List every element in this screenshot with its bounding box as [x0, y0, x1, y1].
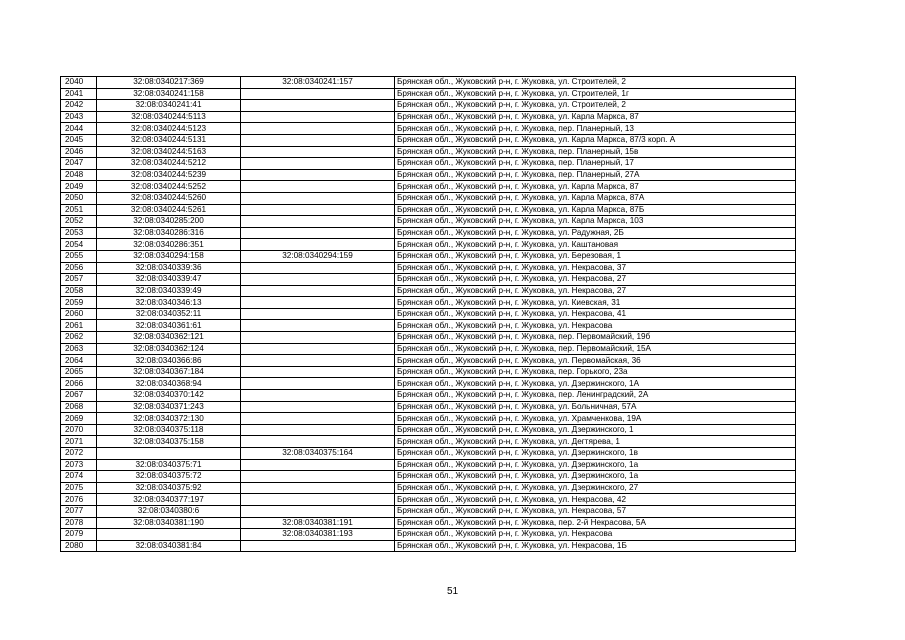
cadastral-number-cell: 32:08:0340339:49: [97, 285, 241, 297]
cadastral-number-cell: 32:08:0340381:190: [97, 517, 241, 529]
table-row: [61, 216, 796, 228]
cadastral-number-cell: 32:08:0340371:243: [97, 401, 241, 413]
table-row: [61, 262, 796, 274]
row-number-cell: 2057: [61, 274, 97, 286]
related-cadastral-number-cell: [241, 192, 395, 204]
address-cell: Брянская обл., Жуковский р-н, г. Жуковка, ул. Некрасова, 27: [395, 274, 796, 286]
row-number-cell: 2052: [61, 216, 97, 228]
row-number-cell: 2077: [61, 505, 97, 517]
cadastral-number-cell: 32:08:0340367:184: [97, 366, 241, 378]
table-row: [61, 227, 796, 239]
address-cell: Брянская обл., Жуковский р-н, г. Жуковка, ул. Дзержинского, 1а: [395, 471, 796, 483]
cadastral-number-cell: 32:08:0340381:84: [97, 540, 241, 552]
address-cell: Брянская обл., Жуковский р-н, г. Жуковка, ул. Радужная, 2Б: [395, 227, 796, 239]
related-cadastral-number-cell: [241, 401, 395, 413]
address-cell: Брянская обл., Жуковский р-н, г. Жуковка, ул. Строителей, 1г: [395, 88, 796, 100]
table-row: [61, 285, 796, 297]
address-cell: Брянская обл., Жуковский р-н, г. Жуковка, ул. Дзержинского, 1в: [395, 448, 796, 460]
address-cell: Брянская обл., Жуковский р-н, г. Жуковка, ул. Больничная, 57А: [395, 401, 796, 413]
table-row: [61, 401, 796, 413]
related-cadastral-number-cell: [241, 158, 395, 170]
table-row: [61, 471, 796, 483]
related-cadastral-number-cell: [241, 482, 395, 494]
row-number-cell: 2078: [61, 517, 97, 529]
table-row: [61, 424, 796, 436]
related-cadastral-number-cell: [241, 204, 395, 216]
table-row: [61, 413, 796, 425]
related-cadastral-number-cell: [241, 262, 395, 274]
row-number-cell: 2068: [61, 401, 97, 413]
table-row: [61, 482, 796, 494]
table-row: [61, 77, 796, 89]
table-row: [61, 390, 796, 402]
cadastral-number-cell: 32:08:0340377:197: [97, 494, 241, 506]
related-cadastral-number-cell: [241, 413, 395, 425]
row-number-cell: 2045: [61, 134, 97, 146]
cadastral-number-cell: 32:08:0340375:71: [97, 459, 241, 471]
related-cadastral-number-cell: [241, 471, 395, 483]
related-cadastral-number-cell: [241, 424, 395, 436]
table-row: [61, 540, 796, 552]
table-row: [61, 436, 796, 448]
row-number-cell: 2050: [61, 192, 97, 204]
related-cadastral-number-cell: [241, 494, 395, 506]
table-row: [61, 134, 796, 146]
table-row: [61, 204, 796, 216]
address-cell: Брянская обл., Жуковский р-н, г. Жуковка, ул. Храмченкова, 19А: [395, 413, 796, 425]
row-number-cell: 2063: [61, 343, 97, 355]
related-cadastral-number-cell: [241, 111, 395, 123]
cadastral-number-cell: 32:08:0340244:5212: [97, 158, 241, 170]
cadastral-number-cell: 32:08:0340339:36: [97, 262, 241, 274]
related-cadastral-number-cell: 32:08:0340381:191: [241, 517, 395, 529]
cadastral-number-cell: 32:08:0340352:11: [97, 308, 241, 320]
table-row: [61, 366, 796, 378]
cadastral-number-cell: 32:08:0340375:118: [97, 424, 241, 436]
cadastral-number-cell: 32:08:0340339:47: [97, 274, 241, 286]
cadastral-number-cell: [97, 529, 241, 541]
related-cadastral-number-cell: [241, 355, 395, 367]
address-cell: Брянская обл., Жуковский р-н, г. Жуковка, ул. Некрасова, 37: [395, 262, 796, 274]
row-number-cell: 2044: [61, 123, 97, 135]
related-cadastral-number-cell: [241, 436, 395, 448]
related-cadastral-number-cell: [241, 285, 395, 297]
cadastral-number-cell: [97, 448, 241, 460]
table-row: [61, 297, 796, 309]
related-cadastral-number-cell: 32:08:0340375:164: [241, 448, 395, 460]
address-cell: Брянская обл., Жуковский р-н, г. Жуковка, пер. Первомайский, 19б: [395, 332, 796, 344]
table-row: [61, 448, 796, 460]
related-cadastral-number-cell: [241, 146, 395, 158]
table-row: [61, 332, 796, 344]
row-number-cell: 2054: [61, 239, 97, 251]
table-row: [61, 111, 796, 123]
related-cadastral-number-cell: [241, 297, 395, 309]
cadastral-number-cell: 32:08:0340362:124: [97, 343, 241, 355]
address-cell: Брянская обл., Жуковский р-н, г. Жуковка, пер. Планерный, 15в: [395, 146, 796, 158]
row-number-cell: 2064: [61, 355, 97, 367]
row-number-cell: 2051: [61, 204, 97, 216]
cadastral-number-cell: 32:08:0340217:369: [97, 77, 241, 89]
address-cell: Брянская обл., Жуковский р-н, г. Жуковка, ул. Каштановая: [395, 239, 796, 251]
related-cadastral-number-cell: [241, 366, 395, 378]
address-cell: Брянская обл., Жуковский р-н, г. Жуковка, ул. Карла Маркса, 87: [395, 181, 796, 193]
related-cadastral-number-cell: [241, 320, 395, 332]
row-number-cell: 2061: [61, 320, 97, 332]
related-cadastral-number-cell: [241, 274, 395, 286]
cadastral-number-cell: 32:08:0340244:5113: [97, 111, 241, 123]
row-number-cell: 2069: [61, 413, 97, 425]
cadastral-number-cell: 32:08:0340244:5163: [97, 146, 241, 158]
address-cell: Брянская обл., Жуковский р-н, г. Жуковка, пер. Первомайский, 15А: [395, 343, 796, 355]
cadastral-number-cell: 32:08:0340241:158: [97, 88, 241, 100]
table-row: [61, 158, 796, 170]
row-number-cell: 2066: [61, 378, 97, 390]
address-cell: Брянская обл., Жуковский р-н, г. Жуковка, ул. Строителей, 2: [395, 77, 796, 89]
address-cell: Брянская обл., Жуковский р-н, г. Жуковка, пер. Планерный, 13: [395, 123, 796, 135]
table-row: [61, 100, 796, 112]
cadastral-number-cell: 32:08:0340286:316: [97, 227, 241, 239]
address-cell: Брянская обл., Жуковский р-н, г. Жуковка, пер. Планерный, 17: [395, 158, 796, 170]
table-row: [61, 308, 796, 320]
address-cell: Брянская обл., Жуковский р-н, г. Жуковка, ул. Некрасова: [395, 320, 796, 332]
related-cadastral-number-cell: [241, 390, 395, 402]
address-cell: Брянская обл., Жуковский р-н, г. Жуковка, пер. Планерный, 27А: [395, 169, 796, 181]
table-row: [61, 192, 796, 204]
cadastral-number-cell: 32:08:0340380:6: [97, 505, 241, 517]
row-number-cell: 2058: [61, 285, 97, 297]
row-number-cell: 2042: [61, 100, 97, 112]
table-row: [61, 517, 796, 529]
related-cadastral-number-cell: [241, 459, 395, 471]
table-row: [61, 320, 796, 332]
cadastral-number-cell: 32:08:0340368:94: [97, 378, 241, 390]
table-row: [61, 459, 796, 471]
row-number-cell: 2049: [61, 181, 97, 193]
related-cadastral-number-cell: [241, 134, 395, 146]
address-cell: Брянская обл., Жуковский р-н, г. Жуковка, ул. Дзержинского, 27: [395, 482, 796, 494]
address-cell: Брянская обл., Жуковский р-н, г. Жуковка, ул. Карла Маркса, 87/3 корп. А: [395, 134, 796, 146]
row-number-cell: 2047: [61, 158, 97, 170]
cadastral-number-cell: 32:08:0340244:5123: [97, 123, 241, 135]
address-cell: Брянская обл., Жуковский р-н, г. Жуковка, ул. Карла Маркса, 87: [395, 111, 796, 123]
cadastral-number-cell: 32:08:0340375:72: [97, 471, 241, 483]
table-row: [61, 239, 796, 251]
cadastral-number-cell: 32:08:0340294:158: [97, 250, 241, 262]
table-row: [61, 181, 796, 193]
row-number-cell: 2046: [61, 146, 97, 158]
cadastral-number-cell: 32:08:0340285:200: [97, 216, 241, 228]
table-row: [61, 88, 796, 100]
cadastral-number-cell: 32:08:0340286:351: [97, 239, 241, 251]
table-body: [61, 77, 796, 552]
table-row: [61, 169, 796, 181]
row-number-cell: 2071: [61, 436, 97, 448]
related-cadastral-number-cell: [241, 216, 395, 228]
related-cadastral-number-cell: [241, 88, 395, 100]
related-cadastral-number-cell: [241, 540, 395, 552]
row-number-cell: 2048: [61, 169, 97, 181]
address-cell: Брянская обл., Жуковский р-н, г. Жуковка, ул. Строителей, 2: [395, 100, 796, 112]
row-number-cell: 2055: [61, 250, 97, 262]
address-cell: Брянская обл., Жуковский р-н, г. Жуковка, ул. Березовая, 1: [395, 250, 796, 262]
related-cadastral-number-cell: [241, 378, 395, 390]
row-number-cell: 2079: [61, 529, 97, 541]
address-cell: Брянская обл., Жуковский р-н, г. Жуковка, ул. Карла Маркса, 87Б: [395, 204, 796, 216]
related-cadastral-number-cell: [241, 100, 395, 112]
cadastral-number-cell: 32:08:0340244:5131: [97, 134, 241, 146]
row-number-cell: 2067: [61, 390, 97, 402]
cadastral-number-cell: 32:08:0340370:142: [97, 390, 241, 402]
address-cell: Брянская обл., Жуковский р-н, г. Жуковка, ул. Некрасова, 27: [395, 285, 796, 297]
row-number-cell: 2076: [61, 494, 97, 506]
row-number-cell: 2074: [61, 471, 97, 483]
address-cell: Брянская обл., Жуковский р-н, г. Жуковка, ул. Дегтярева, 1: [395, 436, 796, 448]
row-number-cell: 2056: [61, 262, 97, 274]
address-cell: Брянская обл., Жуковский р-н, г. Жуковка, ул. Некрасова, 1Б: [395, 540, 796, 552]
address-cell: Брянская обл., Жуковский р-н, г. Жуковка, ул. Первомайская, 36: [395, 355, 796, 367]
address-cell: Брянская обл., Жуковский р-н, г. Жуковка, ул. Карла Маркса, 87А: [395, 192, 796, 204]
table-row: [61, 123, 796, 135]
address-cell: Брянская обл., Жуковский р-н, г. Жуковка, ул. Некрасова, 42: [395, 494, 796, 506]
related-cadastral-number-cell: [241, 505, 395, 517]
table-row: [61, 274, 796, 286]
row-number-cell: 2065: [61, 366, 97, 378]
cadastral-number-cell: 32:08:0340375:158: [97, 436, 241, 448]
cadastral-number-cell: 32:08:0340366:86: [97, 355, 241, 367]
page-number: 51: [446, 586, 459, 597]
related-cadastral-number-cell: [241, 332, 395, 344]
related-cadastral-number-cell: 32:08:0340241:157: [241, 77, 395, 89]
row-number-cell: 2040: [61, 77, 97, 89]
row-number-cell: 2043: [61, 111, 97, 123]
related-cadastral-number-cell: [241, 227, 395, 239]
related-cadastral-number-cell: [241, 343, 395, 355]
address-cell: Брянская обл., Жуковский р-н, г. Жуковка, ул. Киевская, 31: [395, 297, 796, 309]
table-row: [61, 146, 796, 158]
cadastral-number-cell: 32:08:0340362:121: [97, 332, 241, 344]
cadastral-number-cell: 32:08:0340244:5252: [97, 181, 241, 193]
row-number-cell: 2075: [61, 482, 97, 494]
related-cadastral-number-cell: 32:08:0340381:193: [241, 529, 395, 541]
address-cell: Брянская обл., Жуковский р-н, г. Жуковка, ул. Дзержинского, 1А: [395, 378, 796, 390]
cadastral-number-cell: 32:08:0340244:5261: [97, 204, 241, 216]
address-cell: Брянская обл., Жуковский р-н, г. Жуковка, ул. Карла Маркса, 103: [395, 216, 796, 228]
table-row: [61, 494, 796, 506]
address-cell: Брянская обл., Жуковский р-н, г. Жуковка, ул. Некрасова, 41: [395, 308, 796, 320]
cadastral-number-cell: 32:08:0340241:41: [97, 100, 241, 112]
row-number-cell: 2073: [61, 459, 97, 471]
table-row: [61, 529, 796, 541]
table-row: [61, 378, 796, 390]
address-cell: Брянская обл., Жуковский р-н, г. Жуковка, ул. Дзержинского, 1: [395, 424, 796, 436]
cadastral-number-cell: 32:08:0340244:5239: [97, 169, 241, 181]
address-cell: Брянская обл., Жуковский р-н, г. Жуковка, ул. Некрасова, 57: [395, 505, 796, 517]
address-cell: Брянская обл., Жуковский р-н, г. Жуковка, пер. Ленинградский, 2А: [395, 390, 796, 402]
row-number-cell: 2080: [61, 540, 97, 552]
cadastral-number-cell: 32:08:0340361:61: [97, 320, 241, 332]
related-cadastral-number-cell: 32:08:0340294:159: [241, 250, 395, 262]
cadastral-number-cell: 32:08:0340244:5260: [97, 192, 241, 204]
table-row: [61, 250, 796, 262]
row-number-cell: 2062: [61, 332, 97, 344]
related-cadastral-number-cell: [241, 239, 395, 251]
table-row: [61, 505, 796, 517]
cadastral-number-cell: 32:08:0340346:13: [97, 297, 241, 309]
address-cell: Брянская обл., Жуковский р-н, г. Жуковка, ул. Дзержинского, 1а: [395, 459, 796, 471]
related-cadastral-number-cell: [241, 308, 395, 320]
address-cell: Брянская обл., Жуковский р-н, г. Жуковка, пер. 2-й Некрасова, 5А: [395, 517, 796, 529]
related-cadastral-number-cell: [241, 181, 395, 193]
row-number-cell: 2072: [61, 448, 97, 460]
cadastral-number-cell: 32:08:0340375:92: [97, 482, 241, 494]
row-number-cell: 2041: [61, 88, 97, 100]
related-cadastral-number-cell: [241, 169, 395, 181]
row-number-cell: 2053: [61, 227, 97, 239]
table-row: [61, 343, 796, 355]
cadastral-table: [60, 76, 796, 552]
address-cell: Брянская обл., Жуковский р-н, г. Жуковка, пер. Горького, 23а: [395, 366, 796, 378]
address-cell: Брянская обл., Жуковский р-н, г. Жуковка, ул. Некрасова: [395, 529, 796, 541]
cadastral-number-cell: 32:08:0340372:130: [97, 413, 241, 425]
row-number-cell: 2059: [61, 297, 97, 309]
row-number-cell: 2070: [61, 424, 97, 436]
related-cadastral-number-cell: [241, 123, 395, 135]
row-number-cell: 2060: [61, 308, 97, 320]
table-row: [61, 355, 796, 367]
